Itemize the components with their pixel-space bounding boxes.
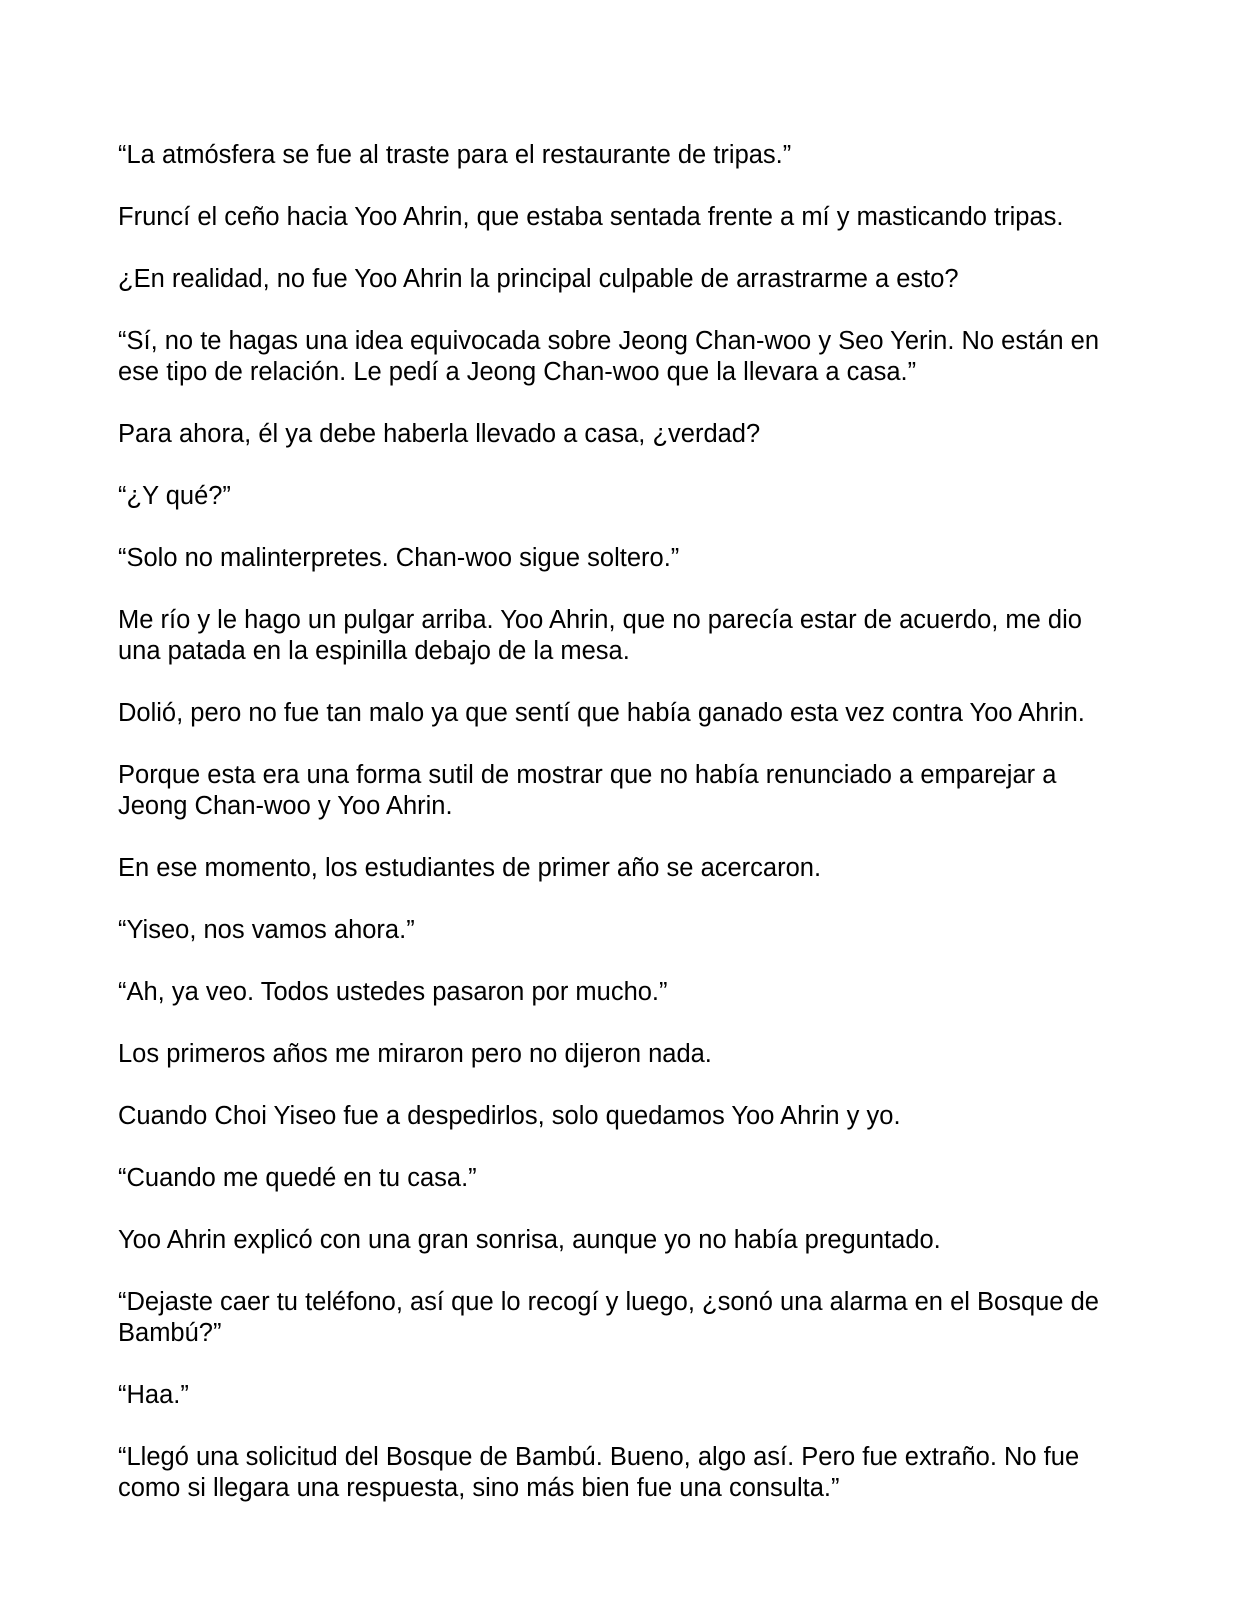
paragraph-10: Porque esta era una forma sutil de mostrar que no había renunciado a emparejar a Jeong Chan-woo y Yoo Ahrin. bbox=[118, 761, 1057, 820]
paragraph-2: Fruncí el ceño hacia Yoo Ahrin, que estaba sentada frente a mí y masticando tripas. bbox=[118, 203, 1064, 231]
paragraph-4: “Sí, no te hagas una idea equivocada sobre Jeong Chan-woo y Seo Yerin. No están en ese tipo de relación. Le pedí a Jeong Chan-woo que la llevara a casa.” bbox=[118, 327, 1100, 386]
paragraph-5: Para ahora, él ya debe haberla llevado a casa, ¿verdad? bbox=[118, 420, 761, 448]
paragraph-6: “¿Y qué?” bbox=[118, 482, 231, 510]
paragraph-7: “Solo no malinterpretes. Chan-woo sigue soltero.” bbox=[118, 544, 680, 572]
paragraph-16: “Cuando me quedé en tu casa.” bbox=[118, 1164, 477, 1192]
paragraph-19: “Haa.” bbox=[118, 1381, 189, 1409]
paragraph-9: Dolió, pero no fue tan malo ya que sentí que había ganado esta vez contra Yoo Ahrin. bbox=[118, 699, 1085, 727]
paragraph-15: Cuando Choi Yiseo fue a despedirlos, solo quedamos Yoo Ahrin y yo. bbox=[118, 1102, 901, 1130]
paragraph-17: Yoo Ahrin explicó con una gran sonrisa, aunque yo no había preguntado. bbox=[118, 1226, 941, 1254]
document-page bbox=[118, 140, 1128, 1535]
paragraph-18: “Dejaste caer tu teléfono, así que lo recogí y luego, ¿sonó una alarma en el Bosque de Bambú?” bbox=[118, 1288, 1099, 1347]
paragraph-20: “Llegó una solicitud del Bosque de Bambú. Bueno, algo así. Pero fue extraño. No fue como si llegara una respuesta, sino más bien fue una consulta.” bbox=[118, 1443, 1080, 1502]
paragraph-11: En ese momento, los estudiantes de primer año se acercaron. bbox=[118, 854, 822, 882]
paragraph-3: ¿En realidad, no fue Yoo Ahrin la principal culpable de arrastrarme a esto? bbox=[118, 265, 959, 293]
paragraph-8: Me río y le hago un pulgar arriba. Yoo Ahrin, que no parecía estar de acuerdo, me dio una patada en la espinilla debajo de la mesa. bbox=[118, 606, 1082, 665]
paragraph-14: Los primeros años me miraron pero no dijeron nada. bbox=[118, 1040, 712, 1068]
paragraph-12: “Yiseo, nos vamos ahora.” bbox=[118, 916, 415, 944]
paragraph-1: “La atmósfera se fue al traste para el restaurante de tripas.” bbox=[118, 141, 792, 169]
paragraph-13: “Ah, ya veo. Todos ustedes pasaron por mucho.” bbox=[118, 978, 668, 1006]
